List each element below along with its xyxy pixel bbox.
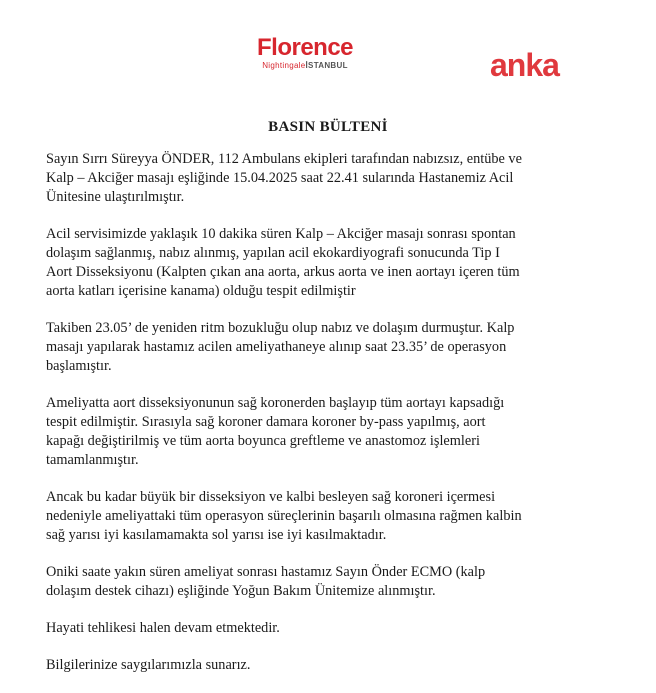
paragraph-line: Hayati tehlikesi halen devam etmektedir. xyxy=(46,620,280,636)
paragraph-1 xyxy=(46,150,606,207)
paragraph-line: Ünitesine ulaştırılmıştır. xyxy=(46,189,185,205)
paragraph-line: tamamlanmıştır. xyxy=(46,452,139,468)
paragraph-line: Aort Disseksiyonu (Kalpten çıkan ana aorta, arkus aorta ve inen aortayı içeren tüm xyxy=(46,264,520,280)
anka-logo: anka xyxy=(490,47,559,83)
paragraph-line: masajı yapılarak hastamız acilen ameliyathaneye alınıp saat 23.35’ de operasyon xyxy=(46,339,507,355)
paragraph-4 xyxy=(46,394,606,470)
paragraph-line: aorta katları içerisine kanama) olduğu tespit edilmiştir xyxy=(46,283,356,299)
paragraph-line: Ancak bu kadar büyük bir disseksiyon ve kalbi besleyen sağ koroneri içermesi xyxy=(46,489,496,505)
florence-logo xyxy=(245,34,365,70)
florence-logo-sub-left: Nightingale xyxy=(262,61,306,70)
florence-logo-brand: Florence xyxy=(256,34,354,61)
paragraph-8 xyxy=(46,656,606,675)
paragraph-3 xyxy=(46,319,606,376)
paragraph-line: Sayın Sırrı Süreyya ÖNDER, 112 Ambulans ekipleri tarafından nabızsız, entübe ve xyxy=(46,151,522,167)
paragraph-line: dolaşım destek cihazı) eşliğinde Yoğun Bakım Ünitemize alınmıştır. xyxy=(46,583,436,599)
paragraph-line: başlamıştır. xyxy=(46,358,112,374)
paragraph-6 xyxy=(46,563,606,601)
document-body xyxy=(46,150,606,693)
paragraph-line: Bilgilerinize saygılarımızla sunarız. xyxy=(46,657,251,673)
paragraph-line: Ameliyatta aort disseksiyonunun sağ koronerden başlayıp tüm aortayı kapsadığı xyxy=(46,395,505,411)
paragraph-line: nedeniyle ameliyattaki tüm operasyon süreçlerinin başarılı olmasına rağmen kalbin xyxy=(46,508,522,524)
paragraph-5 xyxy=(46,488,606,545)
paragraph-line: Kalp – Akciğer masajı eşliğinde 15.04.2025 saat 22.41 sularında Hastanemiz Acil xyxy=(46,170,514,186)
paragraph-2 xyxy=(46,225,606,301)
paragraph-line: tespit edilmiştir. Sırasıyla sağ koroner damara koroner by-pass yapılmış, aort xyxy=(46,414,486,430)
florence-logo-sub-right: İSTANBUL xyxy=(305,61,348,70)
paragraph-line: Oniki saate yakın süren ameliyat sonrası hastamız Sayın Önder ECMO (kalp xyxy=(46,564,486,580)
paragraph-line: sağ yarısı iyi kasılamamakta sol yarısı ise iyi kasılmaktadır. xyxy=(46,527,387,543)
paragraph-7 xyxy=(46,619,606,638)
florence-logo-subtitle xyxy=(245,61,365,70)
paragraph-line: kapağı değiştirilmiş ve tüm aorta boyunca greftleme ve anastomoz işlemleri xyxy=(46,433,480,449)
paragraph-line: Acil servisimizde yaklaşık 10 dakika süren Kalp – Akciğer masajı sonrası spontan xyxy=(46,226,516,242)
paragraph-line: dolaşım sağlanmış, nabız alınmış, yapılan acil ekokardiyografi sonucunda Tip I xyxy=(46,245,500,261)
document-title: BASIN BÜLTENİ xyxy=(268,119,388,135)
paragraph-line: Takiben 23.05’ de yeniden ritm bozukluğu olup nabız ve dolaşım durmuştur. Kalp xyxy=(46,320,515,336)
